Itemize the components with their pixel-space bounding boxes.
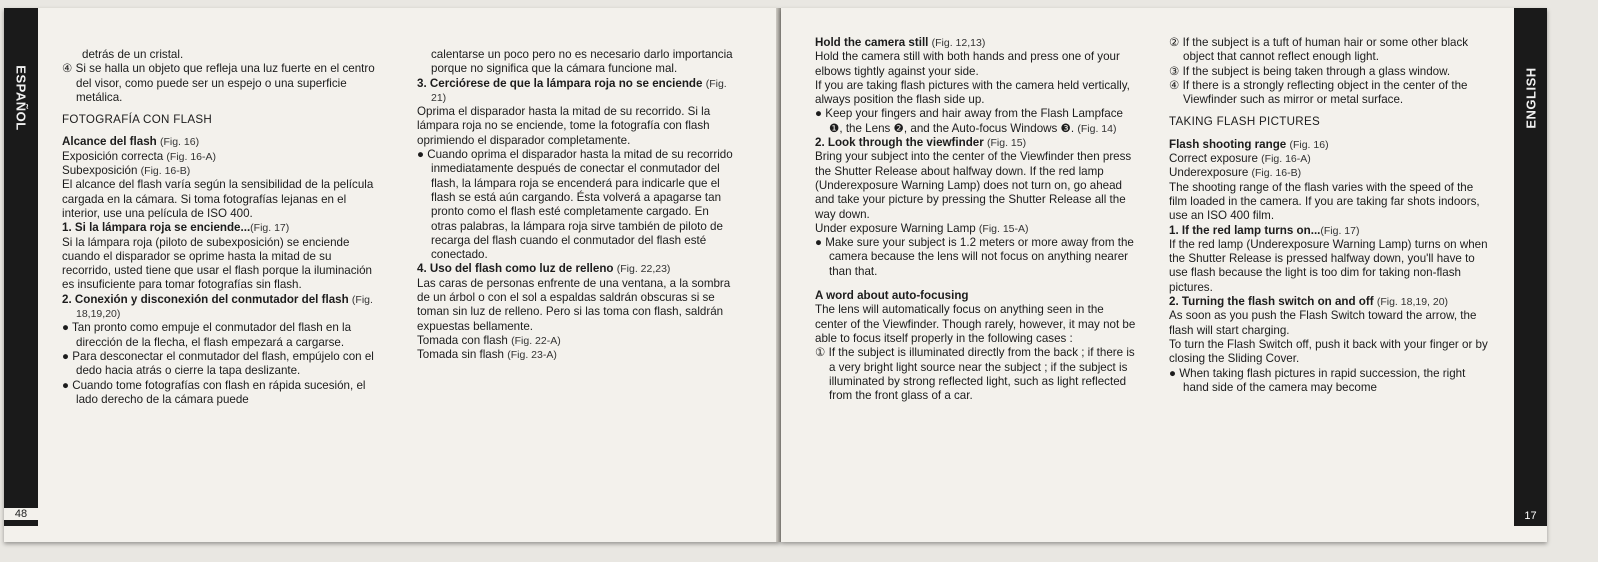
figure-ref: (Fig. 15-A) <box>978 222 1029 235</box>
subheading: 2. Look through the viewfinder <box>815 136 984 150</box>
page-number-right: 17 <box>1524 510 1537 522</box>
condition-item: ③ If the subject is being taken through a glass window. <box>1169 64 1451 78</box>
language-tab-right <box>1514 8 1547 526</box>
paragraph: Bring your subject into the center of the Viewfinder then press the Shutter Release about halfway down. If the red lamp (Underexposure Warning Lamp) does not turn on, go ahead and take your picture by pressing the Shutter Release all the way down. <box>815 150 1132 221</box>
figure-ref: (Fig. 16) <box>159 136 200 149</box>
text-line: detrás de un cristal. <box>82 48 184 61</box>
figure-ref: (Fig. 22-A) <box>511 334 561 347</box>
text-line: Subexposición <box>62 164 138 178</box>
text-line: Correct exposure <box>1169 152 1258 166</box>
left-column-2 <box>417 48 737 363</box>
subheading: 2. Turning the flash switch on and off <box>1169 295 1374 309</box>
condition-item: ④ Si se halla un objeto que refleja una luz fuerte en el centro del visor, como puede ser un espejo o una superficie metálica. <box>62 62 375 104</box>
text-line: Tomada con flash <box>417 333 508 347</box>
section-heading: TAKING FLASH PICTURES <box>1169 115 1321 129</box>
paragraph: Si la lámpara roja (piloto de subexposición) se enciende cuando el disparador se oprime hasta la mitad de su recorrido, usted tiene que usar el flash porque la iluminación es insuficiente para tomar fotografías sin flash. <box>62 235 372 292</box>
page-number-left: 48 <box>4 508 38 520</box>
figure-ref: (Fig. 18,19, 20) <box>1376 296 1449 309</box>
text-line: Tomada sin flash <box>417 348 504 362</box>
condition-item: ④ If there is a strongly reflecting object in the center of the Viewfinder such as mirror or metal surface. <box>1169 78 1468 107</box>
left-page <box>4 8 780 542</box>
subheading: Alcance del flash <box>62 135 157 149</box>
bullet-item: ● Cuando tome fotografías con flash en rápida sucesión, el lado derecho de la cámara puede <box>62 378 366 406</box>
subheading: 2. Conexión y disconexión del conmutador del flash <box>62 292 349 306</box>
paragraph: Las caras de personas enfrente de una ventana, a la sombra de un árbol o con el sol a espaldas saldrán obscuras si se toman sin luz de relleno. Pero si las toma con flash, saldrán expuestas bellamente. <box>417 276 731 333</box>
right-column-1 <box>815 36 1137 403</box>
figure-ref: (Fig. 18,19,20) <box>76 293 373 321</box>
figure-ref: (Fig. 15) <box>987 137 1027 150</box>
paragraph: As soon as you push the Flash Switch toward the arrow, the flash will start charging. <box>1169 309 1477 337</box>
subheading: 3. Cerciórese de que la lámpara roja no se enciende <box>417 76 703 90</box>
bullet-item: ● Para desconectar el conmutador del flash, empújelo con el dedo hacia atrás o cierre la tapa deslizante. <box>62 349 374 378</box>
paragraph: calentarse un poco pero no es necesario darlo importancia porque no significa que la cámara funcione mal. <box>431 48 733 76</box>
text-line: Exposición correcta <box>62 149 164 163</box>
figure-ref: (Fig. 16-A) <box>1261 153 1311 166</box>
figure-ref: (Fig. 17) <box>1320 224 1360 237</box>
figure-ref: (Fig. 23-A) <box>507 349 557 362</box>
text-line: Underexposure <box>1169 166 1249 180</box>
language-tab-label-left: ESPAÑOL <box>13 65 29 131</box>
figure-ref: (Fig. 16-A) <box>166 150 216 163</box>
subheading: A word about auto-focusing <box>815 289 969 303</box>
paragraph: El alcance del flash varía según la sensibilidad de la película cargada en la cámara. Si toma fotografías lejanas en el interior, use una película de ISO 400. <box>62 178 374 220</box>
subheading: Flash shooting range <box>1169 137 1287 151</box>
figure-ref: (Fig. 14) <box>1077 122 1117 135</box>
section-heading: FOTOGRAFÍA CON FLASH <box>62 113 213 127</box>
figure-ref: (Fig. 21) <box>431 77 727 104</box>
bullet-item: ● Make sure your subject is 1.2 meters or more away from the camera because the lens will not focus on anything nearer than that. <box>815 236 1134 278</box>
paragraph: Hold the camera still with both hands and press one of your elbows tightly against your side. <box>815 50 1120 78</box>
paragraph: Oprima el disparador hasta la mitad de su recorrido. Si la lámpara roja no se enciende, tome la fotografía con flash oprimiendo el disparador completamente. <box>417 105 711 147</box>
text-line: Under exposure Warning Lamp <box>815 221 976 235</box>
bullet-item: ● Keep your fingers and hair away from the Flash Lampface ❶, the Lens ❷, and the Auto-focus Windows ❸. <box>815 107 1123 135</box>
language-tab-left <box>4 8 38 526</box>
figure-ref: (Fig. 12,13) <box>931 37 986 49</box>
figure-ref: (Fig. 22,23) <box>616 263 671 276</box>
subheading: Hold the camera still <box>815 36 929 49</box>
figure-ref: (Fig. 16-B) <box>1251 167 1302 180</box>
subheading: 4. Uso del flash como luz de relleno <box>417 262 614 276</box>
paragraph: If you are taking flash pictures with the camera held vertically, always position the flash side up. <box>815 78 1130 107</box>
bullet-item: ● Cuando oprima el disparador hasta la mitad de su recorrido inmediatamente después de conectar el conmutador del flash, la lámpara roja se encenderá para indicarle que el flash se está aún cargando. Ésta volverá a apagarse tan pronto como el flash esté completamente cargado. En otras palabras, la lámpara roja sirve también de piloto de recarga del flash cuando el conmutador del flash esté conectado. <box>417 148 733 262</box>
figure-ref: (Fig. 16) <box>1289 138 1329 151</box>
figure-ref: (Fig. 16-B) <box>140 165 191 178</box>
paragraph: If the red lamp (Underexposure Warning Lamp) turns on when the Shutter Release is pressed halfway down, you'll have to use flash because the light is too dim for taking non-flash pictures. <box>1169 237 1488 294</box>
figure-ref: (Fig. 17) <box>250 222 290 235</box>
paragraph: The shooting range of the flash varies with the speed of the film loaded in the camera. If you are taking far shots indoors, use an ISO 400 film. <box>1169 180 1480 223</box>
paragraph: The lens will automatically focus on anything seen in the center of the Viewfinder. Though rarely, however, it may not be able to focus itself properly in the following cases : <box>815 303 1136 345</box>
bullet-item: ● Tan pronto como empuje el conmutador del flash en la dirección de la flecha, el flash empezará a cargarse. <box>62 321 352 349</box>
right-column-2 <box>1169 36 1491 395</box>
subheading: 1. Si la lámpara roja se enciende... <box>62 221 251 235</box>
subheading: 1. If the red lamp turns on... <box>1169 223 1321 237</box>
paragraph: To turn the Flash Switch off, push it back with your finger or by closing the Sliding Cover. <box>1169 337 1488 366</box>
left-column-1 <box>62 48 382 407</box>
language-tab-label-right: ENGLISH <box>1523 67 1538 129</box>
condition-item: ② If the subject is a tuft of human hair or some other black object that cannot reflect enough light. <box>1169 36 1469 64</box>
right-page <box>781 8 1547 542</box>
condition-item: ① If the subject is illuminated directly from the back ; if there is a very bright light source near the subject ; if the subject is illuminated by strong reflected light, such as light reflected from the front glass of a car. <box>815 346 1135 403</box>
bullet-item: ● When taking flash pictures in rapid succession, the right hand side of the camera may become <box>1169 366 1466 394</box>
